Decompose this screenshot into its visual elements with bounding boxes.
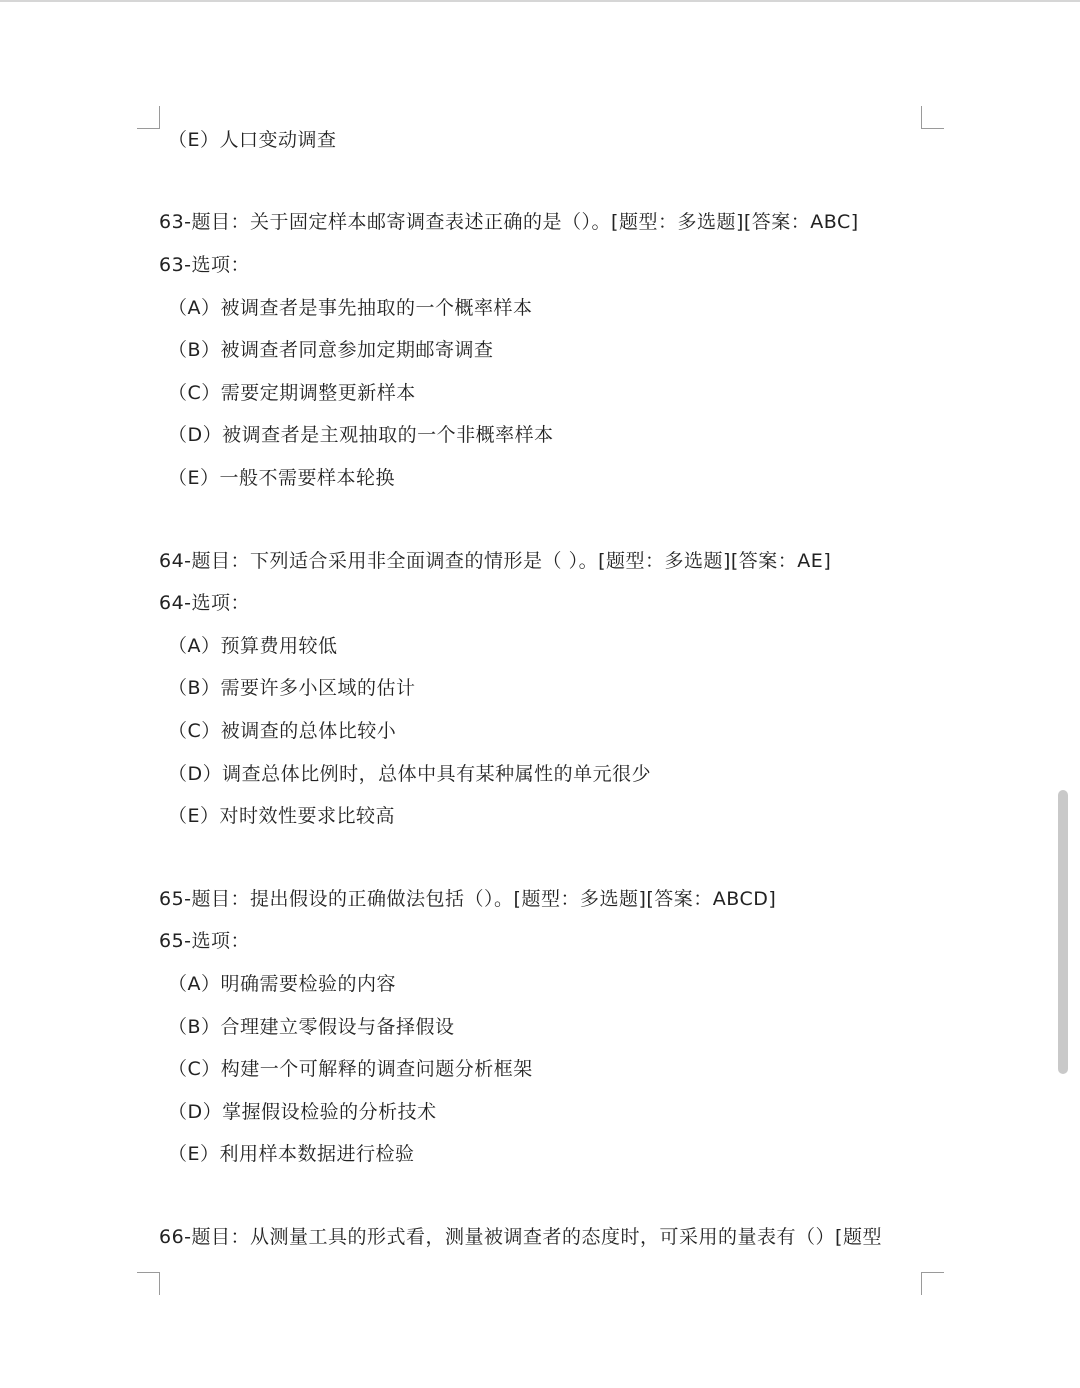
q64-option-b: （B）需要许多小区域的估计 (168, 677, 416, 699)
q65-option-a: （A）明确需要检验的内容 (168, 973, 396, 995)
q65-option-b: （B）合理建立零假设与备择假设 (168, 1016, 455, 1038)
q63-option-e: （E）一般不需要样本轮换 (168, 467, 396, 489)
top-divider (0, 0, 1080, 2)
q65-option-d: （D）掌握假设检验的分析技术 (168, 1101, 437, 1123)
page-corner-mark-top-left (137, 106, 160, 129)
q64-option-e: （E）对时效性要求比较高 (168, 805, 396, 827)
q64-options-label: 64-选项： (159, 592, 251, 614)
q63-options-label: 63-选项： (159, 254, 251, 276)
q64-question: 64-题目：下列适合采用非全面调查的情形是（ ）。[题型：多选题][答案：AE] (159, 550, 832, 572)
q65-option-e: （E）利用样本数据进行检验 (168, 1143, 415, 1165)
q65-option-c: （C）构建一个可解释的调查问题分析框架 (168, 1058, 533, 1080)
page-corner-mark-bottom-left (137, 1272, 160, 1295)
vertical-scrollbar-thumb[interactable] (1058, 790, 1068, 1074)
q64-option-d: （D）调查总体比例时，总体中具有某种属性的单元很少 (168, 763, 652, 785)
q66-question: 66-题目：从测量工具的形式看，测量被调查者的态度时，可采用的量表有（）[题型 (159, 1226, 882, 1248)
q65-question: 65-题目：提出假设的正确做法包括（）。[题型：多选题][答案：ABCD] (159, 888, 777, 910)
q64-option-c: （C）被调查的总体比较小 (168, 720, 397, 742)
q63-option-c: （C）需要定期调整更新样本 (168, 382, 416, 404)
q63-question: 63-题目：关于固定样本邮寄调查表述正确的是（）。[题型：多选题][答案：ABC] (159, 211, 859, 233)
q63-option-a: （A）被调查者是事先抽取的一个概率样本 (168, 297, 533, 319)
q63-option-b: （B）被调查者同意参加定期邮寄调查 (168, 339, 494, 361)
page-corner-mark-bottom-right (921, 1272, 944, 1295)
q65-options-label: 65-选项： (159, 930, 251, 952)
q63-option-d: （D）被调查者是主观抽取的一个非概率样本 (168, 424, 554, 446)
q64-option-a: （A）预算费用较低 (168, 635, 338, 657)
q62-option-e: （E）人口变动调查 (168, 129, 337, 151)
page-corner-mark-top-right (921, 106, 944, 129)
